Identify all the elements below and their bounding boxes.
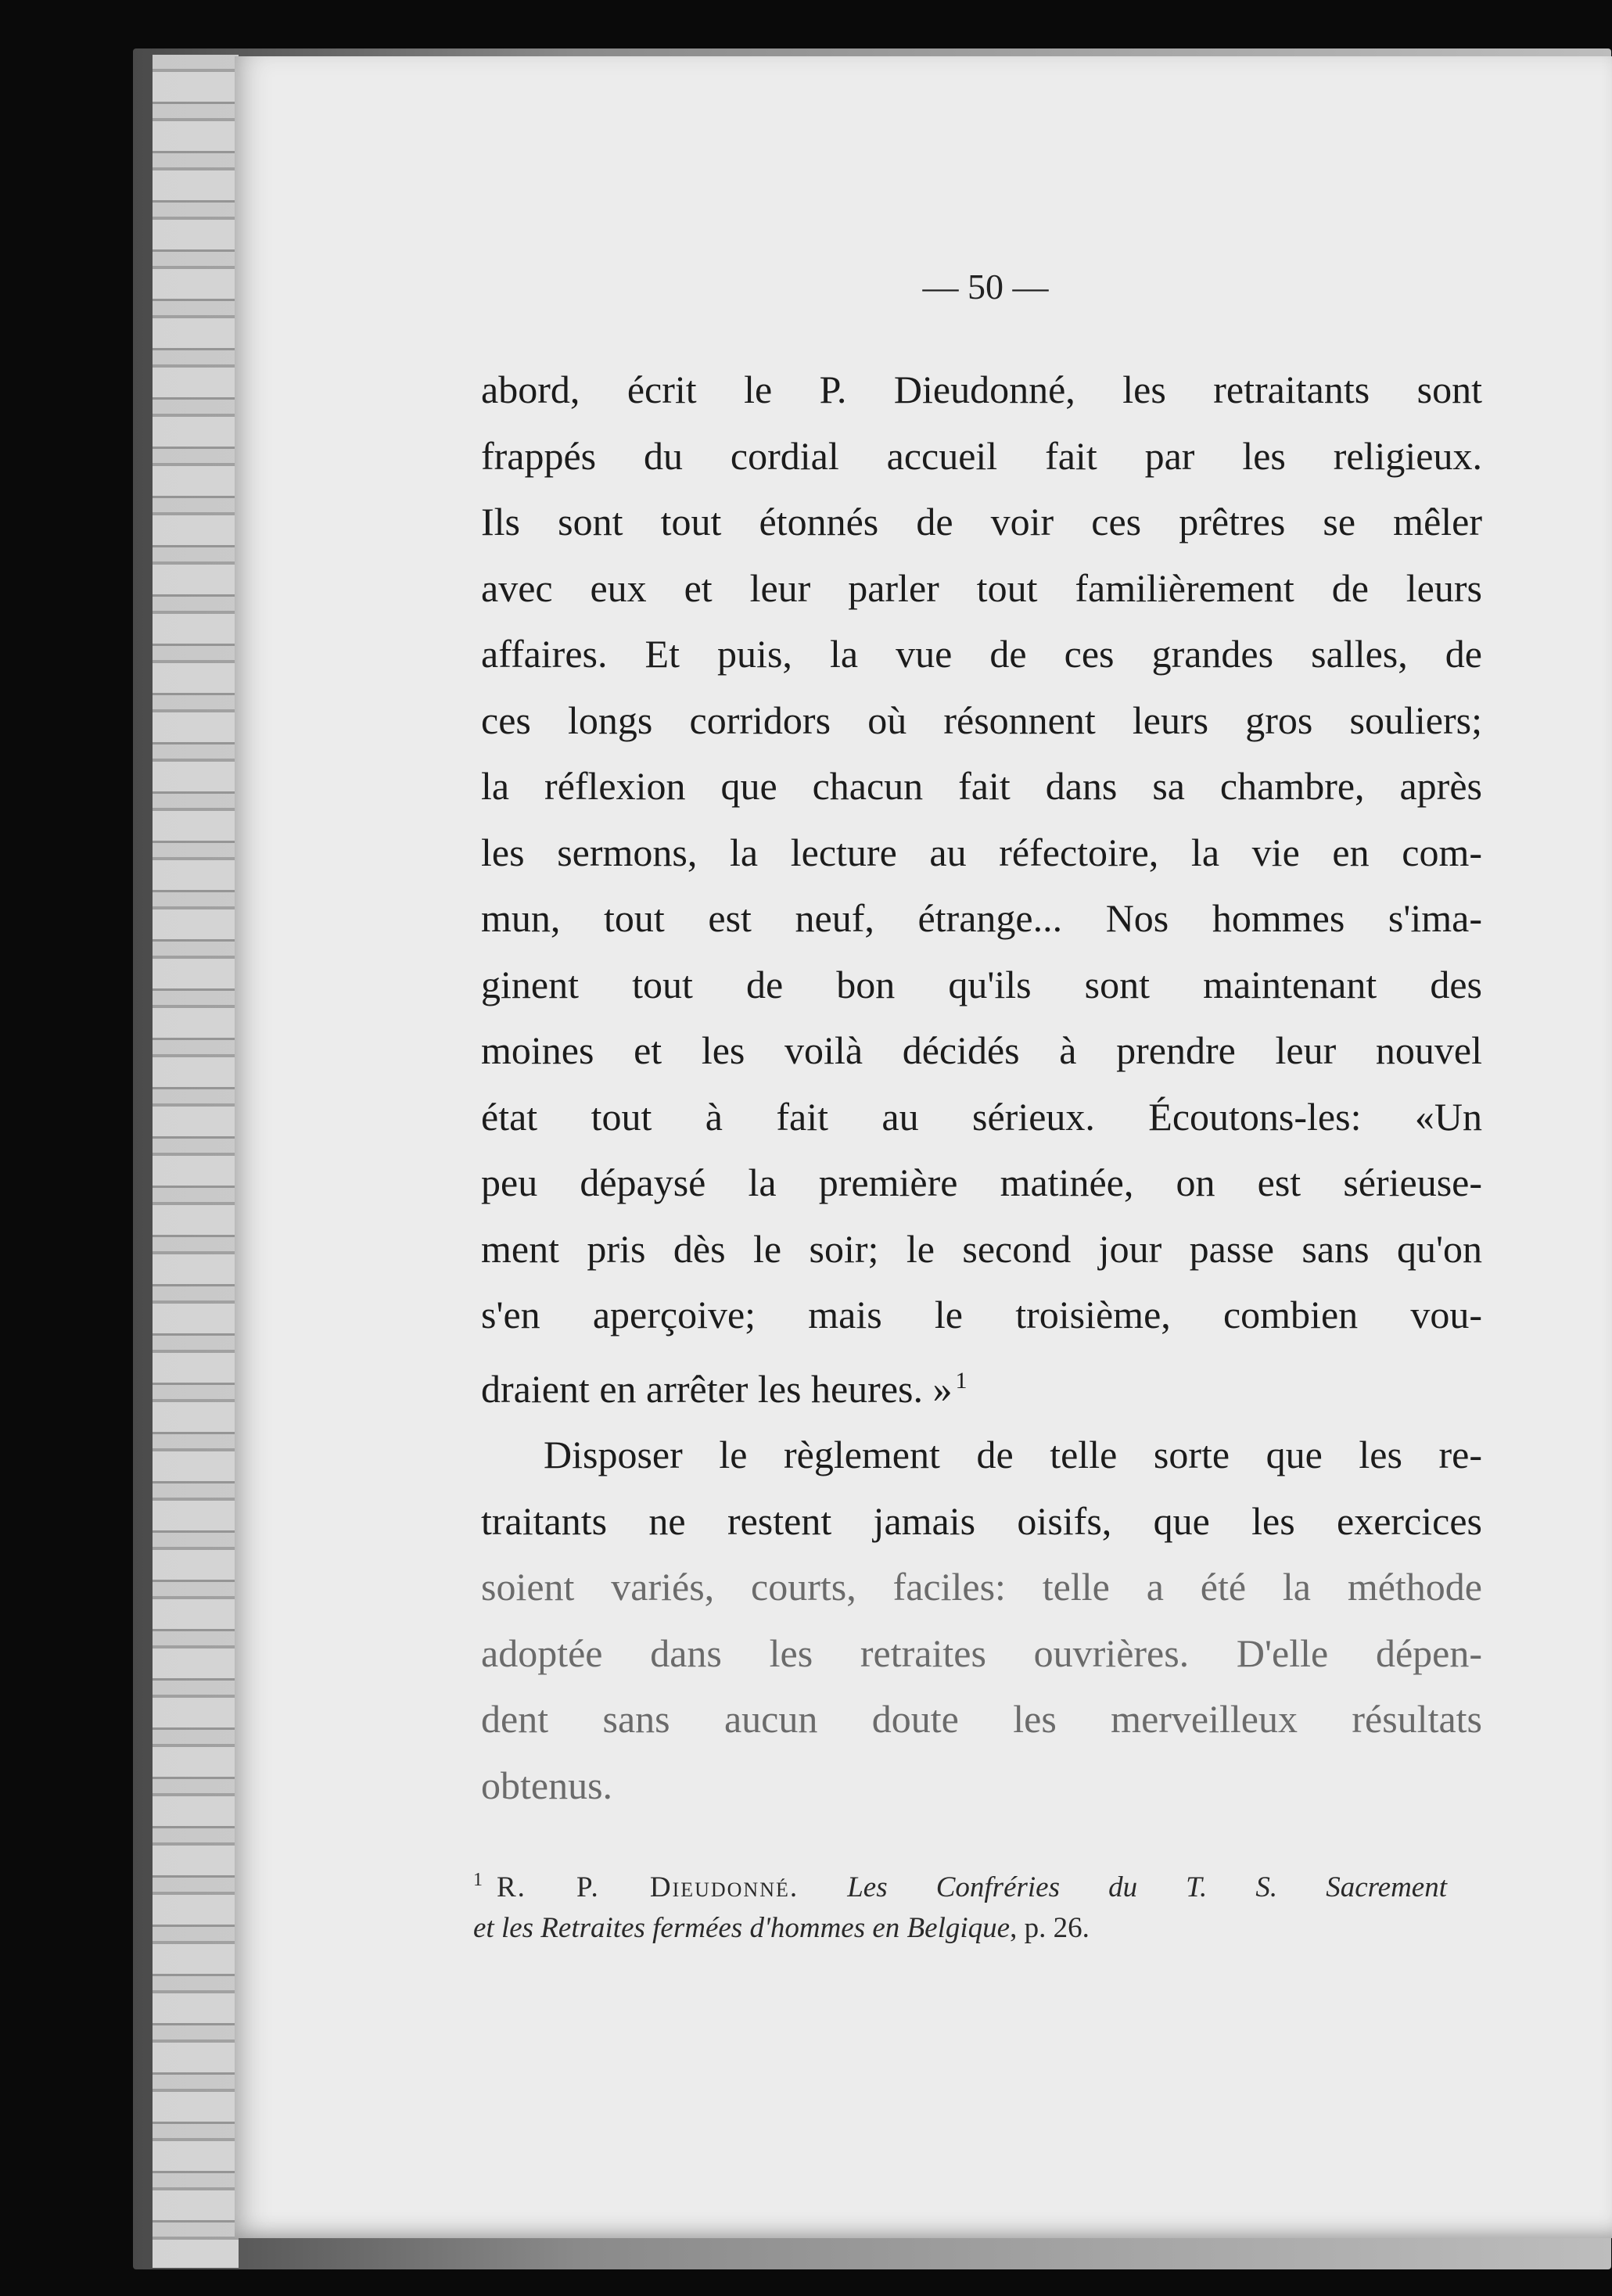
footnote-title: Les Confréries du T. S. Sacrement: [847, 1871, 1447, 1903]
text-line: ment pris dès le soir; le second jour passe sans qu'on: [481, 1226, 1482, 1271]
text-line: la réflexion que chacun fait dans sa chambre, après: [481, 764, 1482, 808]
footnote-line: [473, 1860, 1447, 1908]
text-line: avec eux et leur parler tout familièrement de leurs: [481, 565, 1482, 610]
text-line: les sermons, la lecture au réfectoire, la vie en com-: [481, 830, 1482, 874]
footnote-reference: 1: [955, 1367, 968, 1394]
footnote-title: et les Retraites fermées d'hommes en Belgique: [473, 1912, 1011, 1944]
footnote-author: R. P. Dieudonné.: [497, 1871, 799, 1903]
footnote: [473, 1860, 1447, 1949]
text-line: frappés du cordial accueil fait par les religieux.: [481, 433, 1482, 478]
page-stack-edge: [153, 55, 239, 2268]
text-line: draient en arrêter les heures. »: [481, 1366, 953, 1411]
paragraph-line: obtenus.: [481, 1763, 613, 1807]
text-line: peu dépaysé la première matinée, on est sérieuse-: [481, 1161, 1482, 1204]
page-number: — 50 —: [922, 267, 1049, 307]
text-line: affaires. Et puis, la vue de ces grandes salles, de: [481, 632, 1482, 676]
footnote-marker: 1: [473, 1870, 483, 1890]
footnote-page: , p. 26.: [1010, 1912, 1090, 1944]
text-line: état tout à fait au sérieux. Écoutons-les: «Un: [481, 1094, 1482, 1139]
text-line: ginent tout de bon qu'ils sont maintenant des: [481, 962, 1482, 1006]
paragraph-line: traitants ne restent jamais oisifs, que les exercices: [481, 1498, 1482, 1543]
text-line: s'en aperçoive; mais le troisième, combien vou-: [481, 1293, 1482, 1336]
text-line: abord, écrit le P. Dieudonné, les retraitants sont: [481, 368, 1482, 411]
paragraph-line: Disposer le règlement de telle sorte que les re-: [544, 1433, 1482, 1476]
footnote-line: [473, 1908, 1447, 1949]
paragraph-line: adoptée dans les retraites ouvrières. D'elle dépen-: [481, 1631, 1482, 1675]
text-line-with-note: [481, 1348, 1482, 1422]
paragraph-line: dent sans aucun doute les merveilleux résultats: [481, 1697, 1482, 1741]
body-text: [481, 357, 1482, 1818]
text-line: mun, tout est neuf, étrange... Nos hommes s'ima-: [481, 896, 1482, 940]
paragraph-line: soient variés, courts, faciles: telle a été la méthode: [481, 1565, 1482, 1609]
text-line: ces longs corridors où résonnent leurs gros souliers;: [481, 698, 1482, 742]
text-line: moines et les voilà décidés à prendre leur nouvel: [481, 1028, 1482, 1072]
text-line: Ils sont tout étonnés de voir ces prêtres se mêler: [481, 500, 1482, 544]
